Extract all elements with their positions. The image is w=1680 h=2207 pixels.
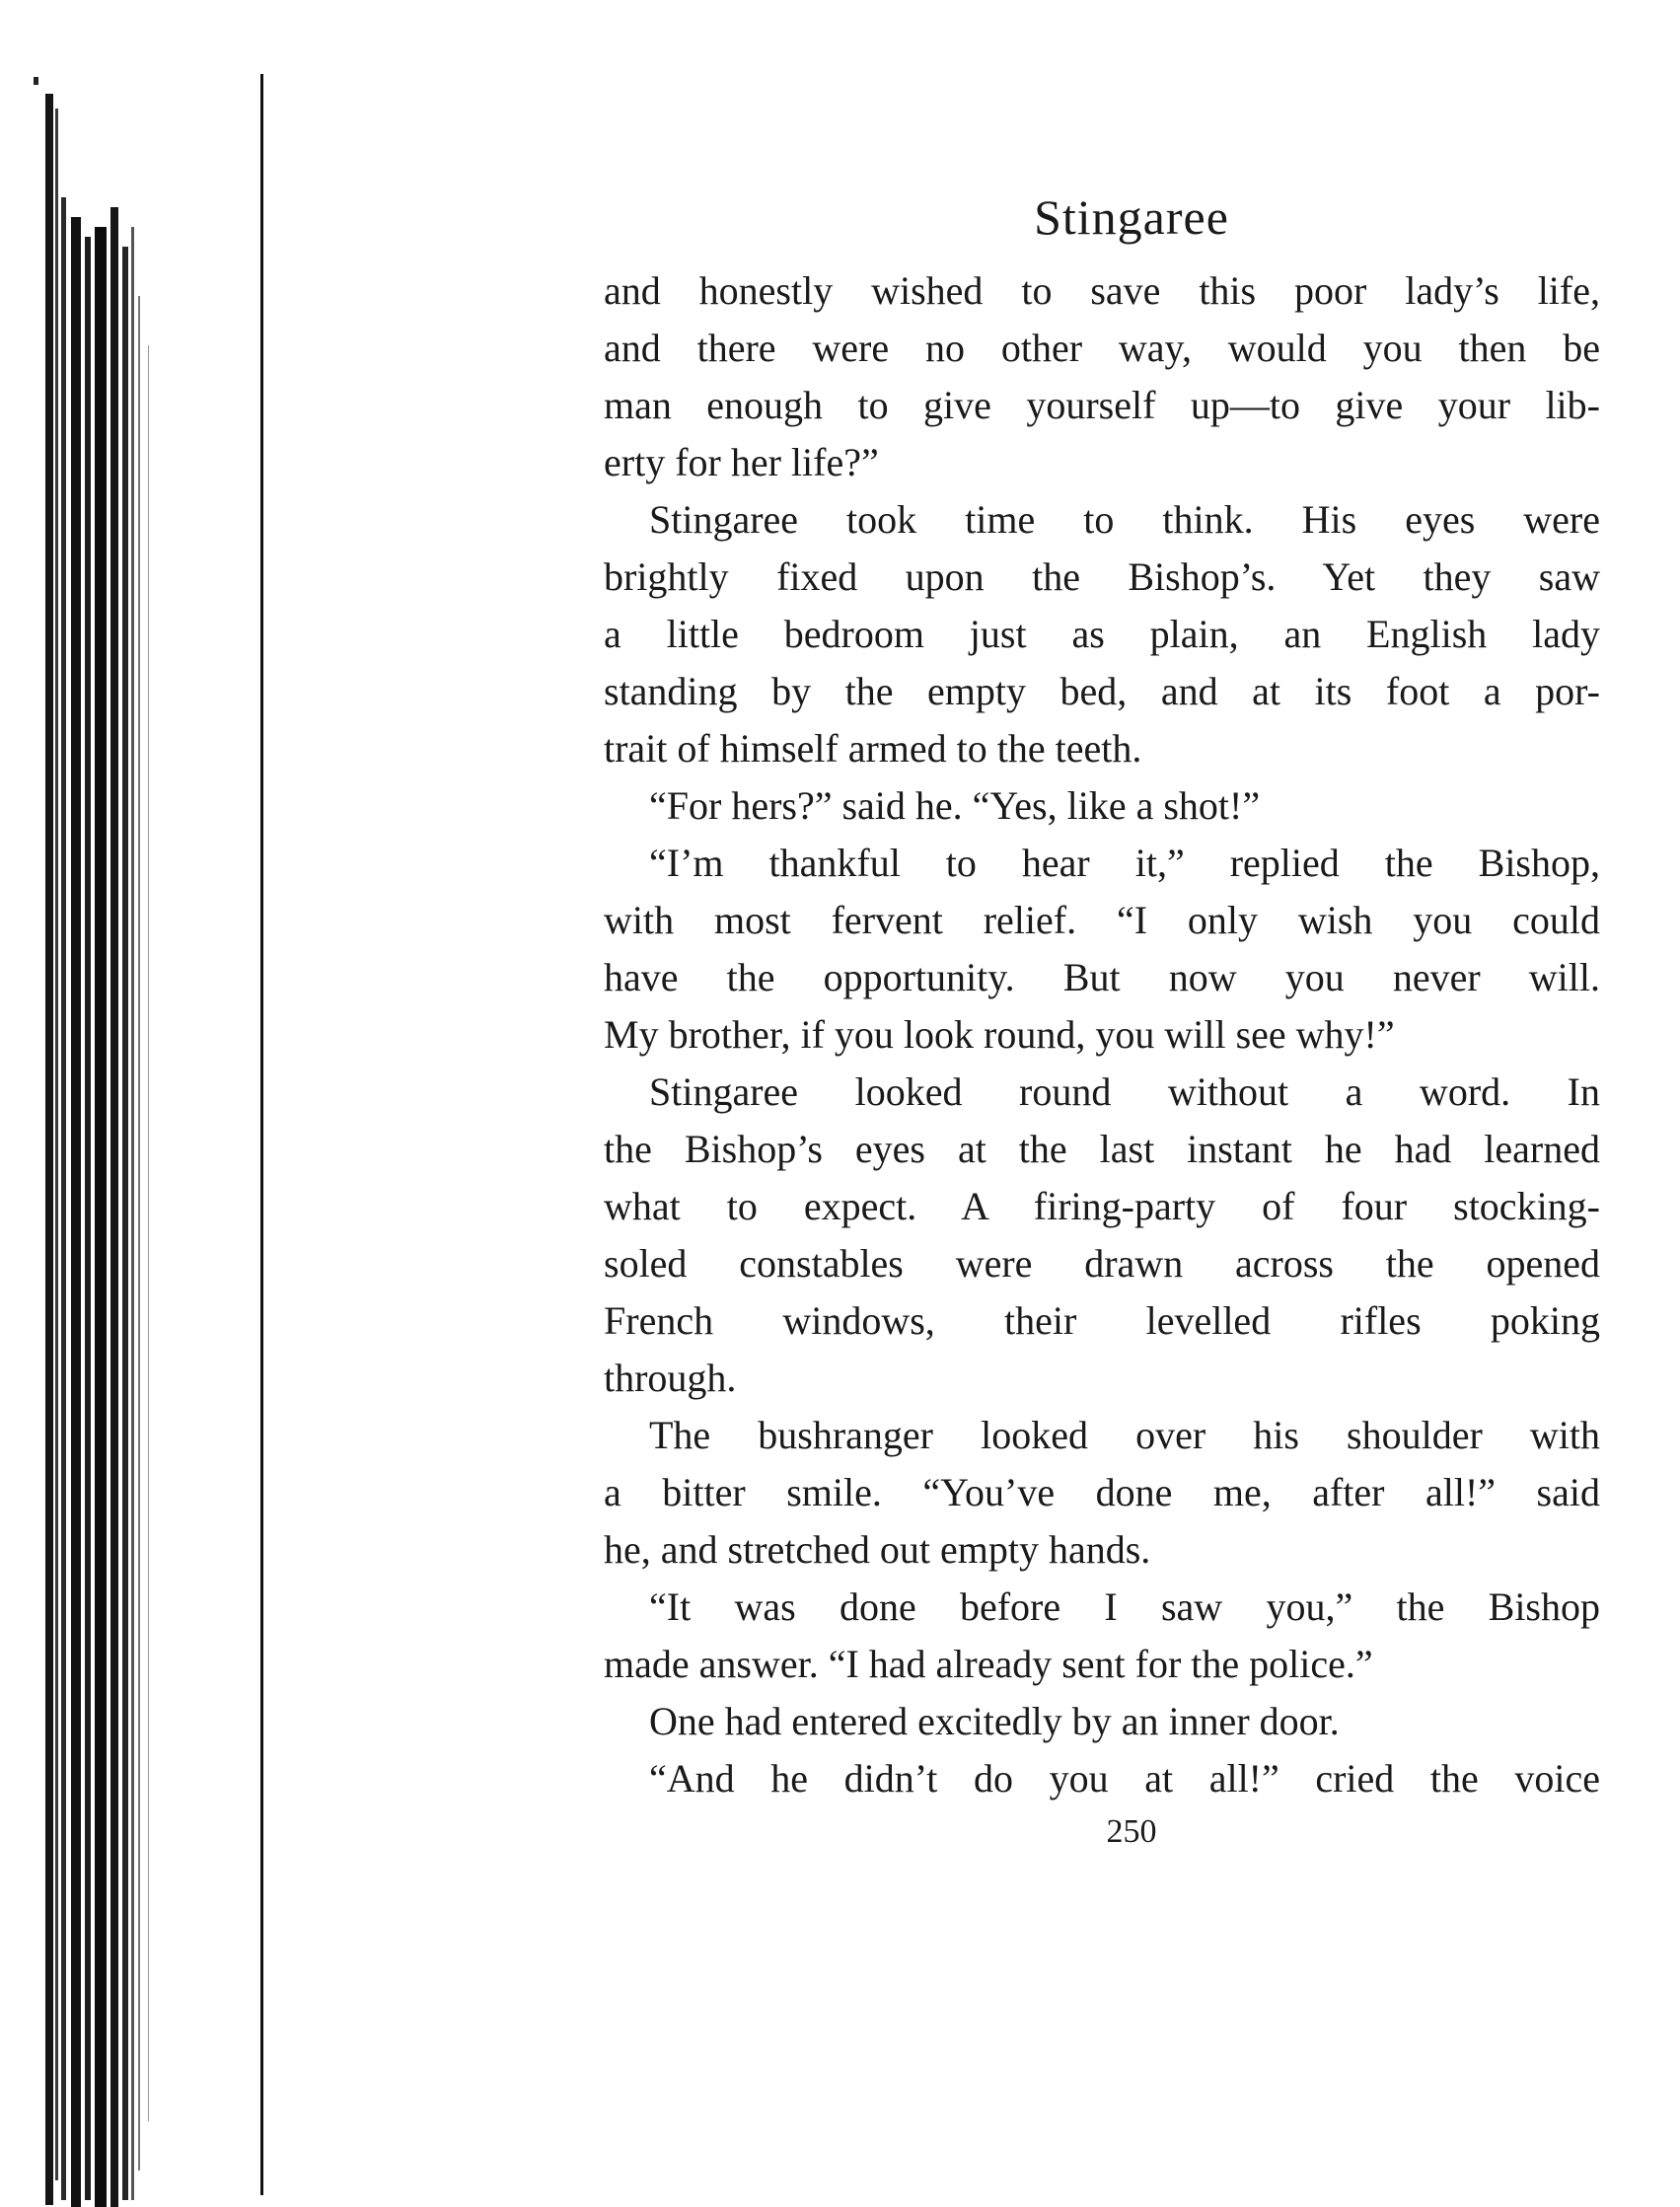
- text-line: My brother, if you look round, you will see why!”: [604, 1012, 1395, 1057]
- text-line: made answer. “I had already sent for the police.”: [604, 1642, 1373, 1686]
- paragraph: [604, 1750, 1600, 1807]
- scan-binding-shadow: [0, 0, 276, 2207]
- text-line: he, and stretched out empty hands.: [604, 1527, 1151, 1572]
- paragraph: [604, 491, 1600, 777]
- text-line: soled constables were drawn across the opened: [604, 1241, 1600, 1286]
- text-line: brightly fixed upon the Bishop’s. Yet they saw: [604, 554, 1600, 599]
- paragraph: [604, 1579, 1600, 1693]
- paragraph: [604, 1064, 1600, 1407]
- text-line: with most fervent relief. “I only wish you could: [604, 898, 1600, 942]
- text-line: through.: [604, 1356, 737, 1400]
- text-line: French windows, their levelled rifles poking: [604, 1298, 1600, 1343]
- text-line: standing by the empty bed, and at its foot a por-: [604, 669, 1600, 713]
- text-line: have the opportunity. But now you never will.: [604, 955, 1600, 999]
- text-line: “And he didn’t do you at all!” cried the voice: [649, 1756, 1600, 1801]
- text-line: erty for her life?”: [604, 440, 879, 484]
- paragraph: [604, 262, 1600, 491]
- page-number: 250: [1106, 1813, 1157, 1850]
- book-page: [604, 178, 1600, 1851]
- body-text: [604, 262, 1600, 1807]
- text-line: and honestly wished to save this poor lady’s life,: [604, 268, 1600, 313]
- text-line: “It was done before I saw you,” the Bishop: [649, 1584, 1600, 1629]
- text-line: and there were no other way, would you then be: [604, 326, 1600, 370]
- paragraph: [604, 777, 1600, 835]
- running-head: Stingaree: [1034, 189, 1229, 245]
- text-line: what to expect. A firing-party of four stocking-: [604, 1184, 1600, 1228]
- text-line: “For hers?” said he. “Yes, like a shot!”: [649, 783, 1261, 828]
- binding-gutter: [0, 0, 276, 2207]
- text-line: the Bishop’s eyes at the last instant he had learned: [604, 1127, 1600, 1171]
- text-line: One had entered excitedly by an inner door.: [649, 1699, 1340, 1743]
- text-line: trait of himself armed to the teeth.: [604, 726, 1142, 771]
- paragraph: [604, 1693, 1600, 1750]
- text-line: a little bedroom just as plain, an English lady: [604, 612, 1600, 656]
- text-line: a bitter smile. “You’ve done me, after all!” said: [604, 1470, 1600, 1514]
- text-line: man enough to give yourself up—to give your lib-: [604, 383, 1600, 427]
- text-line: The bushranger looked over his shoulder with: [649, 1413, 1600, 1457]
- text-line: Stingaree took time to think. His eyes were: [649, 497, 1600, 542]
- text-line: Stingaree looked round without a word. In: [649, 1069, 1600, 1114]
- text-line: “I’m thankful to hear it,” replied the Bishop,: [649, 841, 1600, 885]
- paragraph: [604, 1407, 1600, 1579]
- paragraph: [604, 835, 1600, 1064]
